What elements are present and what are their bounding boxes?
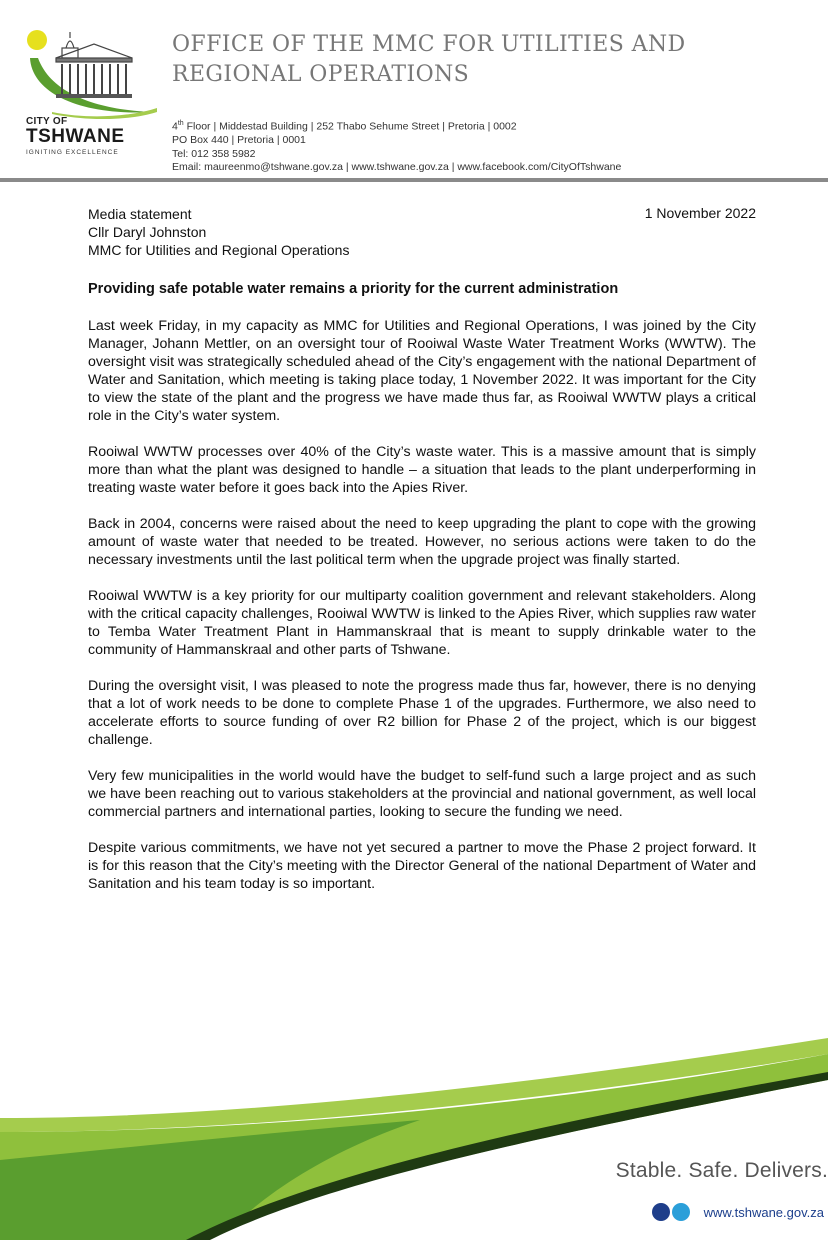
footer-website-link[interactable]: www.tshwane.gov.za — [703, 1204, 824, 1220]
statement-date: 1 November 2022 — [644, 205, 756, 221]
header-divider — [0, 178, 828, 182]
tel-line: Tel: 012 358 5982 — [172, 147, 256, 160]
statement-role: MMC for Utilities and Regional Operations — [88, 242, 350, 258]
logo-city-of: CITY OF — [26, 116, 68, 127]
paragraph: Rooiwal WWTW is a key priority for our multiparty coalition government and relevant stakeholders. Along with the critical capacity challenges, Rooiwal WWTW is linked to the Apies River, which supplies raw water to Temba Water Treatment Plant in Hammanskraal that is meant to supply drinkable water to the community of Hammanskraal and other parts of Tshwane. — [88, 588, 756, 658]
city-hall-emblem — [22, 24, 162, 119]
statement-author: Cllr Daryl Johnston — [88, 224, 207, 240]
globe-icon — [652, 1203, 670, 1221]
body-text — [88, 317, 756, 911]
statement-meta — [88, 205, 349, 259]
statement-type: Media statement — [88, 206, 192, 222]
email-line: Email: maureenmo@tshwane.gov.za | www.tshwane.gov.za | www.facebook.com/CityOfTshwane — [172, 161, 622, 173]
city-logo — [22, 24, 162, 159]
logo-tshwane: TSHWANE — [26, 126, 125, 147]
headline: Providing safe potable water remains a priority for the current administration — [88, 281, 619, 297]
paragraph: Despite various commitments, we have not yet secured a partner to move the Phase 2 project forward. It is for this reason that the City’s meeting with the Director General of the national Department of Water and Sanitation and his team today is so important. — [88, 840, 756, 892]
paragraph: Very few municipalities in the world would have the budget to self-fund such a large project and as such we have been reaching out to various stakeholders at the provincial and national government, as well local commercial partners and international parties, looking to secure the funding we need. — [88, 768, 757, 820]
logo-tagline: IGNITING EXCELLENCE — [26, 149, 119, 156]
paragraph: Last week Friday, in my capacity as MMC for Utilities and Regional Operations, I was joined by the City Manager, Johann Mettler, on an oversight tour of Rooiwal Waste Water Treatment Works (WWTW). The oversight visit was strategically scheduled ahead of the City’s engagement with the national Department of Water and Sanitation, which meeting is taking place today, 1 November 2022. It was important for the City to view the state of the plant and the progress we have made thus far, as Rooiwal WWTW plays a critical role in the City’s water system. — [88, 318, 756, 424]
footer-web-row — [652, 1203, 828, 1221]
office-title: OFFICE OF THE MMC FOR UTILITIES AND REGIONAL OPERATIONS — [172, 32, 686, 87]
address-line: 4th Floor | Middestad Building | 252 Thabo Sehume Street | Pretoria | 0002 — [172, 120, 517, 133]
footer-slogan: Stable. Safe. Delivers. — [615, 1159, 828, 1182]
contact-block — [172, 117, 621, 175]
po-box-line: PO Box 440 | Pretoria | 0001 — [172, 134, 306, 146]
paragraph: Back in 2004, concerns were raised about the need to keep upgrading the plant to cope with the growing amount of waste water that needed to be treated. However, no serious actions were taken to do the necessary investments until the last political term when the upgrade project was finally started. — [88, 516, 756, 568]
globe-icon — [672, 1203, 690, 1221]
paragraph: Rooiwal WWTW processes over 40% of the City’s waste water. This is a massive amount that is simply more than what the plant was designed to handle – a situation that leads to the plant underperforming in treating waste water before it goes back into the Apies River. — [88, 444, 756, 496]
paragraph: During the oversight visit, I was pleased to note the progress made thus far, however, there is no denying that a lot of work needs to be done to complete Phase 1 of the upgrades. Furthermore, we also need to accelerate efforts to source funding of over R2 billion for Phase 2 of the project, which is our biggest challenge. — [88, 678, 756, 748]
